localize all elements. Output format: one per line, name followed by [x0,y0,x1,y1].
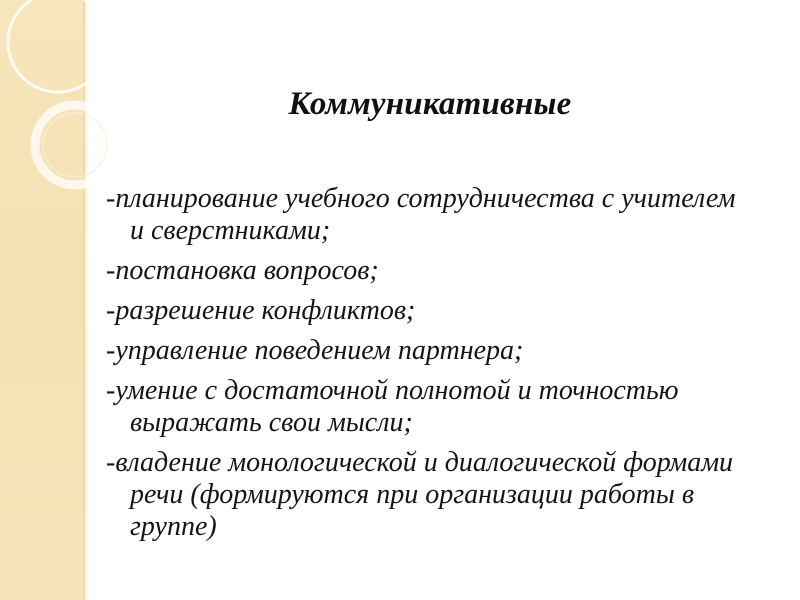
list-item: -постановка вопросов; [106,255,379,286]
bullet-list [106,183,746,551]
list-item: -владение монологической и диалогической формами речи (формируются при организации работы в группе) [106,447,734,542]
decorative-ring-upper [8,0,108,92]
list-item: -умение с достаточной полнотой и точностью выражать свои мысли; [106,375,679,438]
list-item: -планирование учебного сотрудничества с учителем и сверстниками; [106,183,736,246]
slide-title: Коммуникативные [288,86,572,122]
list-item: -управление поведением партнера; [106,335,524,366]
list-item: -разрешение конфликтов; [106,295,416,326]
